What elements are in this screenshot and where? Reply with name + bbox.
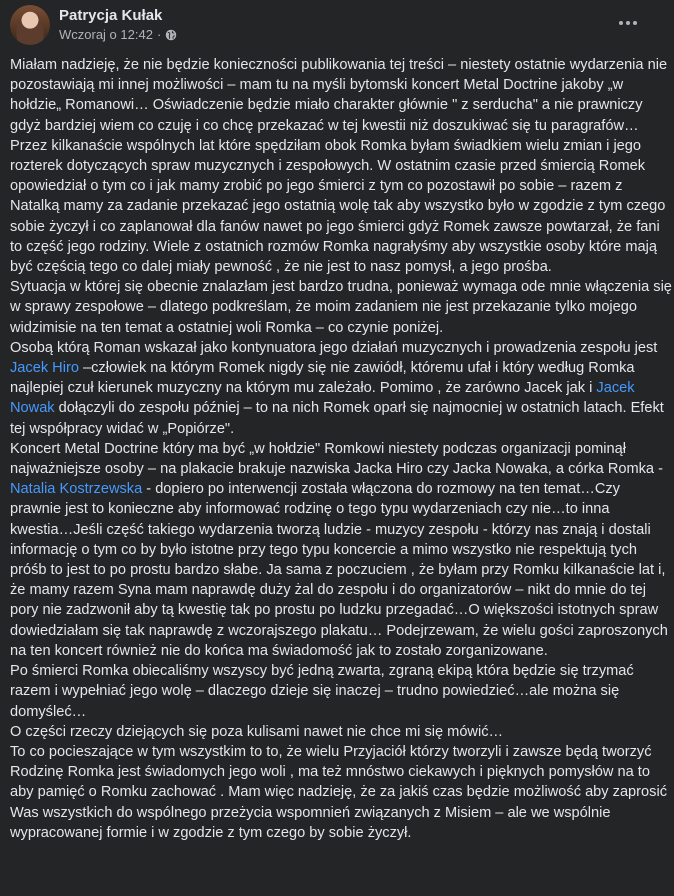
paragraph-4-text-b: –człowiek na którym Romek nigdy się nie zawiódł, któremu ufał i który według Romka najlepiej czuł kierunek muzyczny na którym mu zależało. Pomimo , że zarówno Jacek jak i [10,360,635,397]
paragraph-5-text-a: Koncert Metal Doctrine który ma być „w hołdzie" Romkowi niestety podczas organizacji pominął najważniejsze osoby – na plakacie brakuje nazwiska Jacka Hiro czy Jacka Nowaka, a córka Romka - [10,440,663,478]
more-options-icon[interactable] [614,13,642,33]
globe-icon [165,29,177,41]
paragraph-1: Miałam nadzieję, że nie będzie konieczności publikowania tej treści – niestety ostatnie wydarzenia nie pozostawiają mi innej możliwości – mam tu na myśli bytomski koncert Metal Doctrine jakoby „w hołdzie„ Romanowi… Oświadczenie będzie miało charakter głównie " z serducha" a nie prawniczy gdyż bardziej wiem co czuję i co chcę przekazać w tej kwestii niż doszukiwać się tu paragrafów… [10,57,668,134]
timestamp[interactable]: Wczoraj o 12:42 [59,27,153,42]
mention-jacek-nowak[interactable]: Jacek Nowak [10,380,635,417]
post-meta [59,27,177,42]
mention-jacek-hiro[interactable]: Jacek Hiro [10,360,79,377]
paragraph-4-text-a: Osobą którą Roman wskazał jako kontynuatora jego działań muzycznych i prowadzenia zespołu jest [10,339,658,356]
paragraph-6: Po śmierci Romka obiecaliśmy wszyscy być jedną zwarta, zgraną ekipą która będzie się trzymać razem i wypełniać jego wolę – dlaczego dzieje się inaczej – trudno powiedzieć…ale można się domyśleć… [10,663,634,720]
paragraph-5 [10,439,672,661]
post-header [10,5,664,45]
post-body [10,55,672,843]
paragraph-7: O części rzeczy dziejących się poza kulisami nawet nie chce mi się mówić… [10,723,504,740]
paragraph-4 [10,338,672,439]
paragraph-5-text-b: - dopiero po interwencji została włączona do rozmowy na ten temat…Czy prawnie jest to konieczne aby informować rodzinę o tego typu wydarzeniach czy nie…to inna kwestia…Jeśli część takiego wydarzenia tworzą ludzie - muzycy zespołu - którzy nas znają i dostali informację o tym co by było istotne przy tego typu koncercie a mimo wszystko nie respektują tych próśb to jest to po prostu bardzo słabe. Ja sama z poczuciem , że byłam przy Romku kilkanaście lat i, że mamy razem Syna mam naprawdę duży żal do zespołu i do organizatorów – nikt do mnie do tej pory nie zadzwonił aby tą kwestię tak po prostu po ludzku przegadać…O większości istotnych spraw dowiedziałam się tak naprawdę z wczorajszego plakatu… Podejrzewam, że wielu gości zaproszonych na ten koncert również nie do końca ma świadomość jak to zostało zorganizowane. [10,481,668,659]
mention-natalia-kostrzewska[interactable]: Natalia Kostrzewska [10,481,143,498]
meta-separator: · [156,27,162,42]
paragraph-3: Sytuacja w której się obecnie znalazłam jest bardzo trudna, ponieważ wymaga ode mnie włączenia się w sprawy zespołowe – dlatego podkreślam, że moim zadaniem nie jest przekazanie tylko mojego widzimisie na ten temat a ostatniej woli Romka – co czynie poniżej. [10,279,672,336]
author-name[interactable]: Patrycja Kułak [59,7,163,24]
paragraph-2: Przez kilkanaście wspólnych lat które spędziłam obok Romka byłam świadkiem wielu zmian i jego rozterek dotyczących spraw muzycznych i zespołowych. W ostatnim czasie przed śmiercią Romek opowiedział o tym co i jak mamy zrobić po jego śmierci z tym co pozostawił po sobie – razem z Natalką mamy za zadanie przekazać jego ostatnią wolę tak aby wszystko było w zgodzie z tym czego sobie życzył i co zaplanował dla fanów nawet po jego śmierci gdyż Romek zawsze powtarzał, że fani to część jego rodziny. Wiele z ostatnich rozmów Romka nagrałyśmy aby wszystkie osoby które mają być częścią tego co dalej miały pewność , że nie jest to nasz pomysł, a jego prośba. [10,137,666,276]
paragraph-8: To co pocieszające w tym wszystkim to to, że wielu Przyjaciół którzy tworzyli i zawsze będą tworzyć Rodzinę Romka jest świadomych jego woli , ma też mnóstwo ciekawych i pięknych pomysłów na to aby pamięć o Romku zachować . Mam więc nadzieję, że za jakiś czas będzie możliwość aby zaprosić Was wszystkich do wspólnego przeżycia wspomnień związanych z Misiem – ale we wspólnie wypracowanej formie i w zgodzie z tym czego by sobie życzył. [10,743,667,841]
avatar[interactable] [10,5,50,45]
paragraph-4-text-c: dołączyli do zespołu później – to na nich Romek oparł się najmocniej w ostatnich latach. Efekt tej współpracy widać w „Popiórze". [10,400,664,437]
